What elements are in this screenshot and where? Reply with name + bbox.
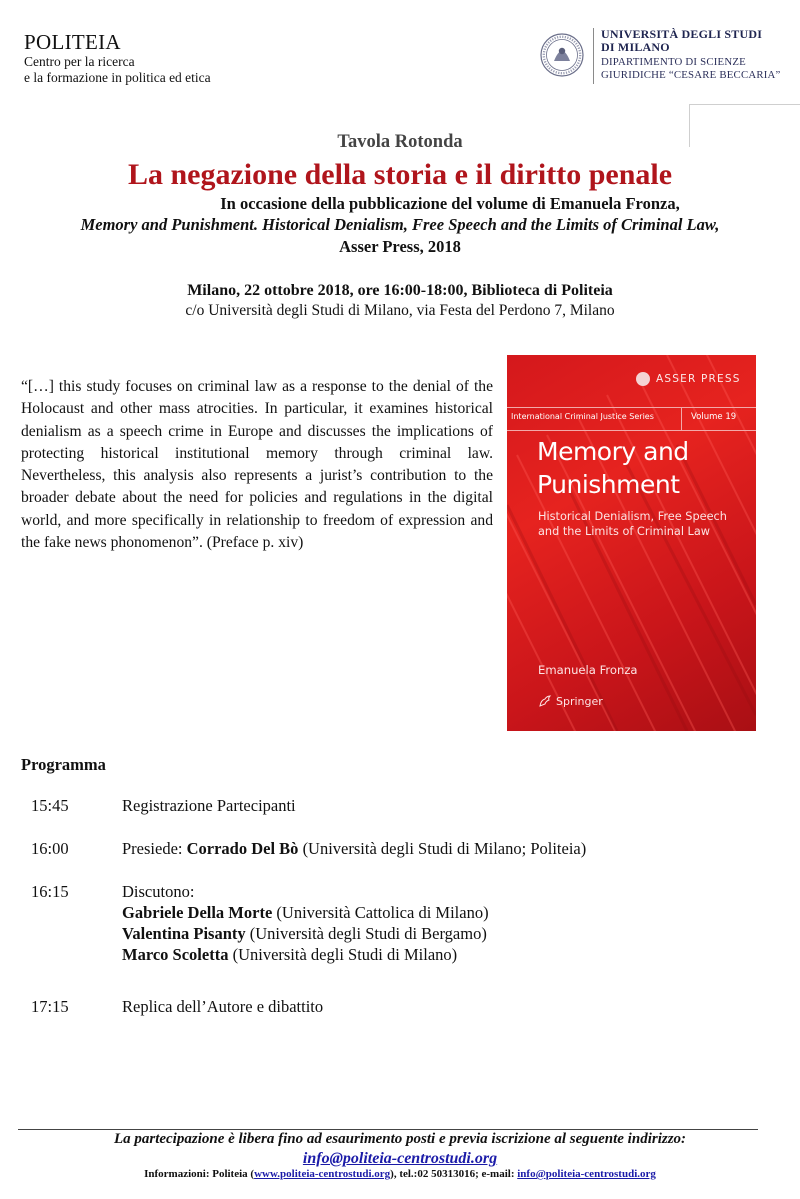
cover-subtitle-line-1: Historical Denialism, Free Speech xyxy=(538,510,727,523)
discussant xyxy=(122,924,487,944)
event-kind: Tavola Rotonda xyxy=(337,132,463,152)
cover-imprint: Springer xyxy=(556,695,603,708)
program-item xyxy=(122,839,586,859)
chair-prefix: Presiede: xyxy=(122,839,187,858)
discussant xyxy=(122,945,457,965)
org-tagline-2: e la formazione in politica ed etica xyxy=(24,70,211,85)
event-address: c/o Università degli Studi di Milano, via Festa del Perdono 7, Milano xyxy=(185,302,615,319)
cover-author: Emanuela Fronza xyxy=(538,663,638,677)
program-time: 16:15 xyxy=(31,882,69,901)
discussant-name: Valentina Pisanty xyxy=(122,924,246,943)
cover-publisher: ASSER PRESS xyxy=(656,373,741,385)
university-name-1: UNIVERSITÀ DEGLI STUDI xyxy=(601,27,763,41)
series-divider xyxy=(681,408,682,430)
book-cover xyxy=(507,355,756,731)
registration-email-link[interactable]: info@politeia-centrostudi.org xyxy=(302,1150,498,1167)
chair-name: Corrado Del Bò xyxy=(186,839,299,858)
program-time: 17:15 xyxy=(31,997,69,1016)
program-time: 15:45 xyxy=(31,796,69,815)
program-heading: Programma xyxy=(21,755,106,774)
program-item: Replica dell’Autore e dibattito xyxy=(122,997,324,1016)
cover-title-line-2: Punishment xyxy=(537,470,680,499)
department-name-1: DIPARTIMENTO DI SCIENZE xyxy=(601,56,746,68)
cover-volume: Volume 19 xyxy=(691,412,737,422)
discussant xyxy=(122,903,489,923)
springer-horse-icon xyxy=(538,694,552,708)
discussant-name: Marco Scoletta xyxy=(122,945,229,964)
contact-email-link[interactable]: info@politeia-centrostudi.org xyxy=(517,1168,656,1180)
discussant-affiliation: (Università Cattolica di Milano) xyxy=(272,903,489,922)
asser-logo-icon xyxy=(636,372,650,386)
program-item: Registrazione Partecipanti xyxy=(122,796,296,815)
page-title: La negazione della storia e il diritto penale xyxy=(127,158,673,191)
program-time: 16:00 xyxy=(31,839,69,858)
footer-rule xyxy=(18,1129,758,1130)
contact-prefix: Informazioni: Politeia ( xyxy=(144,1168,255,1180)
discussant-affiliation: (Università degli Studi di Milano) xyxy=(228,945,458,964)
cover-subtitle xyxy=(538,509,727,539)
book-title: Memory and Punishment. Historical Denialism, Free Speech and the Limits of Criminal Law, xyxy=(80,215,720,234)
department-name-2: GIURIDICHE “CESARE BECCARIA” xyxy=(601,69,781,81)
cover-title xyxy=(537,435,689,501)
org-tagline-1: Centro per la ricerca xyxy=(24,54,135,69)
book-quote: “[…] this study focuses on criminal law as a response to the denial of the Holocaust and other mass atrocities. In particular, it examines historical denialism as a speech crime in Europe and discusses the implications of protecting historical institutional memory through criminal law. Nevertheless, this analysis also represents a jurist’s contribution to the broader debate about the need for policies and regulations in the digital world, and more specifically in relationship to freedom of expression and the fake news phonomenon”. (Preface p. xiv) xyxy=(21,378,493,552)
chair-affiliation: (Università degli Studi di Milano; Politeia) xyxy=(298,839,587,858)
program-item: Discutono: xyxy=(122,882,195,901)
header-divider xyxy=(593,28,594,84)
university-seal-icon xyxy=(540,33,584,77)
website-link[interactable]: www.politeia-centrostudi.org xyxy=(254,1168,391,1180)
cover-series: International Criminal Justice Series xyxy=(511,412,654,421)
contact-info xyxy=(0,1168,800,1180)
occasion-line: In occasione della pubblicazione del volume di Emanuela Fronza, xyxy=(220,194,680,213)
event-date-place: Milano, 22 ottobre 2018, ore 16:00-18:00, Biblioteca di Politeia xyxy=(187,282,613,299)
cover-subtitle-line-2: and the Limits of Criminal Law xyxy=(538,525,711,538)
cover-title-line-1: Memory and xyxy=(537,437,689,466)
registration-note: La partecipazione è libera fino ad esaurimento posti e previa iscrizione al seguente indirizzo: xyxy=(113,1131,687,1147)
book-publisher: Asser Press, 2018 xyxy=(339,237,461,256)
university-name-2: DI MILANO xyxy=(601,40,670,54)
org-name: POLITEIA xyxy=(24,30,121,54)
discussant-affiliation: (Università degli Studi di Bergamo) xyxy=(245,924,487,943)
contact-middle: ), tel.:02 50313016; e-mail: xyxy=(390,1168,518,1180)
discussant-name: Gabriele Della Morte xyxy=(122,903,273,922)
